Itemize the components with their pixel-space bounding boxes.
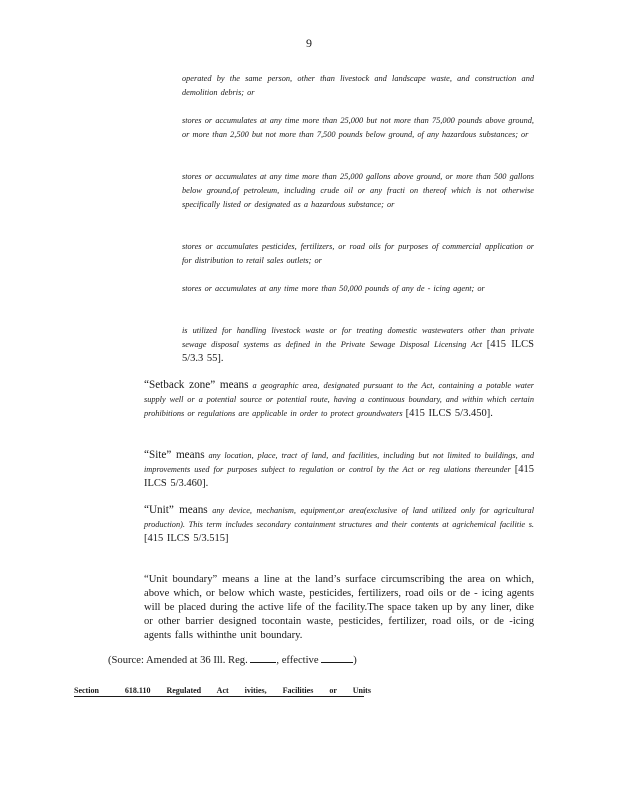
term-unit: “Unit” means [144,504,208,516]
source-date-blank [321,662,353,663]
definition-body-unit: any device, mechanism, equipment,or area(exclusive of land utilized only for agricultural production). This term includes secondary containment structures and their contents at agrichemical facilitie s. [144,506,535,529]
clause-operated: operated by the same person, other than livestock and landscape waste, and construction and demolition debris; or [182,74,534,97]
definition-site [144,448,534,491]
clause-hazardous-substances: stores or accumulates at any time more than 25,000 but not more than 75,000 pounds above ground, or more than 2,500 but not more than 7,500 pounds below ground, of any hazardous substances; or [182,116,534,139]
section-title: Regulated Act ivities, Facilities or Units [166,686,371,695]
term-setback-zone: “Setback zone” means [144,379,249,391]
term-site: “Site” means [144,449,205,461]
source-prefix: (Source: Amended at 36 Ill. Reg. [108,655,248,666]
clause-de-icing: stores or accumulates at any time more than 50,000 pounds of any de - icing agent; or [182,284,485,293]
source-middle: , effective [276,655,319,666]
definition-setback-zone [144,378,534,421]
section-label: Section [74,686,99,695]
page-number: 9 [306,36,312,50]
citation-unit: [415 ILCS 5/3.515] [144,533,229,544]
citation-site: [415 ILCS 5/3.460]. [144,464,535,489]
clause-livestock-waste [182,324,534,366]
clause-livestock-text: is utilized for handling livestock waste or for treating domestic wastewaters other than private sewage disposal systems as defined in the Private Sewage Disposal Licensing Act [182,326,534,349]
clause-petroleum: stores or accumulates at any time more than 25,000 gallons above ground, or more than 500 gallons below ground,of petroleum, including crude oil or any fracti on thereof which is not otherwise specifically listed or designated as a hazardous substance; or [182,172,534,209]
definition-unit [144,503,534,546]
clause-livestock-cite: [415 ILCS 5/3.3 55]. [182,339,535,364]
clause-pesticides: stores or accumulates pesticides, fertilizers, or road oils for purposes of commercial application or for distribution to retail sales outlets; or [182,242,534,265]
definition-body-site: any location, place, tract of land, and facilities, including but not limited to buildings, and improvements used for purposes subject to regulation or control by the Act or reg ulations thereunder [144,451,535,474]
citation-setback-zone: [415 ILCS 5/3.450]. [405,408,493,419]
definition-unit-boundary: “Unit boundary” means a line at the land’s surface circumscribing the area on which, above which, or below which waste, pesticides, fertilizers, road oils or de - icing agents will be placed during the active life of the facility.The space taken up by any liner, dike or other barrier designed tocontain waste, pesticides, fertilizer, road oils, or de -icing agents falls withinthe unit boundary. [144,574,534,641]
section-number: 618.110 [124,686,151,695]
section-heading [74,686,371,697]
source-reg-blank [250,662,276,663]
definition-body-setback-zone: a geographic area, designated pursuant to the Act, containing a potable water supply well or a potential source or potential route, having a continuous boundary, and within which certain prohibitions or regulations are applicable in order to protect groundwaters [144,381,534,418]
source-suffix: ) [353,655,357,666]
source-note [108,655,428,666]
